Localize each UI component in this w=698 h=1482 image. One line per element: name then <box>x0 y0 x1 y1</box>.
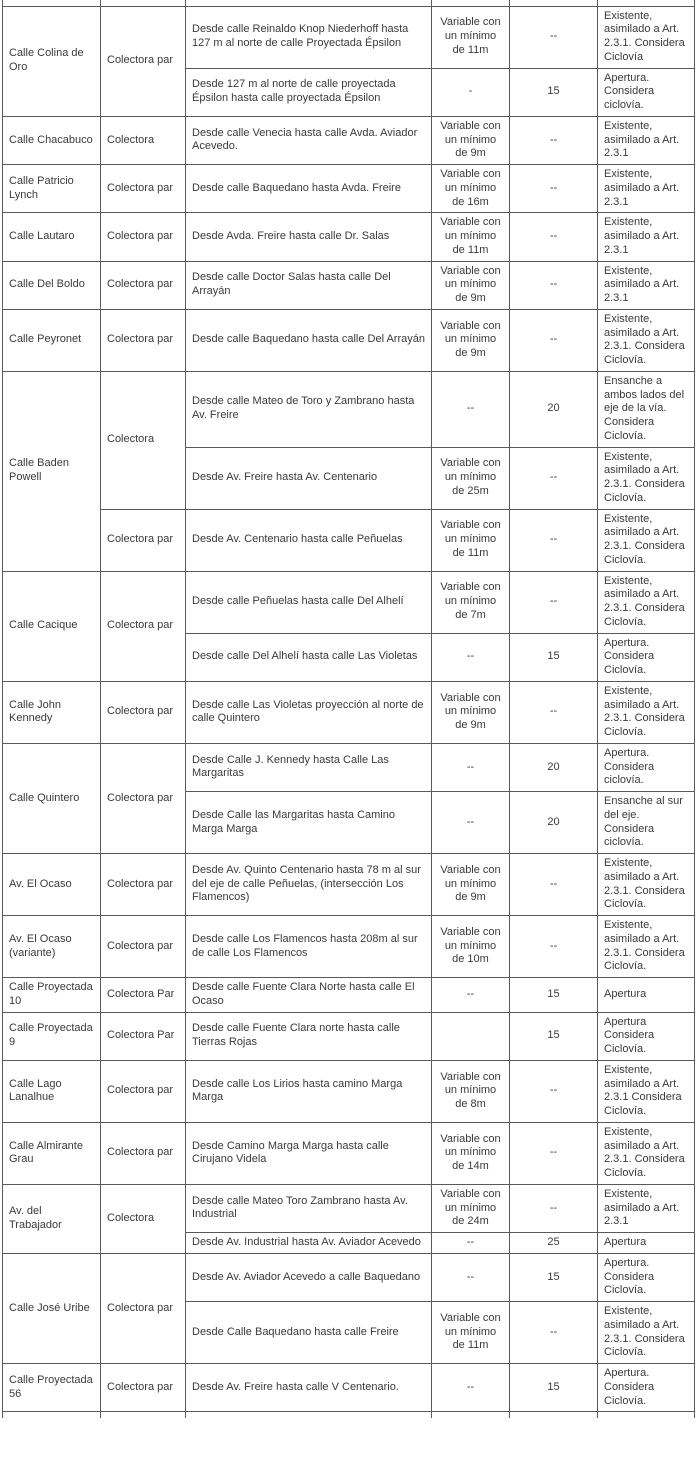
width-profile-cell: Variable con un mínimo de 24m <box>432 1184 510 1232</box>
table-row <box>3 6 695 68</box>
segment-desc-cell: Desde Calle J. Kennedy hasta Calle Las Margaritas <box>186 743 432 791</box>
category-cell: Colectora par <box>101 1253 186 1363</box>
category-cell: Colectora par <box>101 509 186 571</box>
width-meters-cell: 20 <box>510 792 598 854</box>
width-profile-cell: -- <box>432 1253 510 1301</box>
width-profile-cell: Variable con un mínimo de 11m <box>432 6 510 68</box>
width-profile-cell: Variable con un mínimo de 9m <box>432 261 510 309</box>
width-meters-cell: -- <box>510 309 598 371</box>
status-cell: Existente, asimilado a Art. 2.3.1 <box>598 116 695 164</box>
street-name-cell: Calle Quintero <box>3 743 101 853</box>
status-cell: Existente, asimilado a Art. 2.3.1. Considera Ciclovía. <box>598 854 695 916</box>
status-cell: Existente, asimilado a Art. 2.3.1. Considera Ciclovía. <box>598 447 695 509</box>
street-name-cell: Calle José Uribe <box>3 1253 101 1363</box>
width-meters-cell: -- <box>510 261 598 309</box>
street-name-cell: Av. del Trabajador <box>3 1184 101 1253</box>
width-meters-cell: -- <box>510 509 598 571</box>
segment-desc-cell: Desde Av. Industrial hasta Av. Aviador Acevedo <box>186 1233 432 1254</box>
segment-desc-cell: Desde calle Fuente Clara Norte hasta calle El Ocaso <box>186 978 432 1013</box>
status-cell: Apertura. Considera Ciclovía. <box>598 633 695 681</box>
width-meters-cell: -- <box>510 1122 598 1184</box>
street-name-cell: Calle Peyronet <box>3 309 101 371</box>
table-row <box>3 309 695 371</box>
street-name-cell: Calle Baden Powell <box>3 371 101 571</box>
status-cell: Existente, asimilado a Art. 2.3.1 <box>598 261 695 309</box>
width-profile-cell: Variable con un mínimo de 9m <box>432 116 510 164</box>
category-cell: Colectora Par <box>101 1012 186 1060</box>
category-cell: Colectora par <box>101 261 186 309</box>
category-cell: Colectora par <box>101 213 186 261</box>
category-cell: Colectora <box>101 116 186 164</box>
status-cell: Existente, asimilado a Art. 2.3.1. Considera Ciclovía. <box>598 309 695 371</box>
street-name-cell: Calle Patricio Lynch <box>3 165 101 213</box>
status-cell: Existente, asimilado a Art. 2.3.1. Considera Ciclovía. <box>598 571 695 633</box>
category-cell: Colectora par <box>101 309 186 371</box>
segment-desc-cell: Desde Av. Centenario hasta calle Peñuelas <box>186 509 432 571</box>
segment-desc-cell: Desde calle Fuente Clara norte hasta calle Tierras Rojas <box>186 1012 432 1060</box>
street-name-cell: Calle Proyectada 10 <box>3 978 101 1013</box>
category-cell: Colectora par <box>101 6 186 116</box>
width-meters-cell: -- <box>510 1060 598 1122</box>
segment-desc-cell: Desde calle Baquedano hasta Avda. Freire <box>186 165 432 213</box>
width-meters-cell: -- <box>510 165 598 213</box>
width-meters-cell: -- <box>510 1302 598 1364</box>
table-row <box>3 1253 695 1301</box>
segment-desc-cell: Desde calle Del Alhelí hasta calle Las Violetas <box>186 633 432 681</box>
status-cell: Existente, asimilado a Art. 2.3.1 <box>598 1184 695 1232</box>
category-cell: Colectora <box>101 371 186 509</box>
width-meters-cell: 15 <box>510 978 598 1013</box>
width-meters-cell: -- <box>510 571 598 633</box>
width-profile-cell <box>432 1012 510 1060</box>
width-meters-cell: 15 <box>510 1364 598 1412</box>
street-name-cell: Calle Lago Lanalhue <box>3 1060 101 1122</box>
category-cell: Colectora Par <box>101 978 186 1013</box>
segment-desc-cell: Desde calle Las Violetas proyección al norte de calle Quintero <box>186 681 432 743</box>
category-cell: Colectora par <box>101 681 186 743</box>
width-profile-cell: Variable con un mínimo de 25m <box>432 447 510 509</box>
width-profile-cell: Variable con un mínimo de 10m <box>432 916 510 978</box>
status-cell: Ensanche a ambos lados del eje de la vía. Considera Ciclovía. <box>598 371 695 447</box>
segment-desc-cell: Desde Av. Freire hasta Av. Centenario <box>186 447 432 509</box>
segment-desc-cell: Desde calle Reinaldo Knop Niederhoff hasta 127 m al norte de calle Proyectada Épsilon <box>186 6 432 68</box>
segment-desc-cell: Desde calle Mateo de Toro y Zambrano hasta Av. Freire <box>186 371 432 447</box>
width-profile-cell: -- <box>432 1233 510 1254</box>
status-cell: Apertura. Considera ciclovía. <box>598 68 695 116</box>
width-profile-cell: Variable con un mínimo de 11m <box>432 509 510 571</box>
width-profile-cell: Variable con un mínimo de 9m <box>432 854 510 916</box>
street-name-cell: Calle Almirante Grau <box>3 1122 101 1184</box>
street-name-cell: Calle Chacabuco <box>3 116 101 164</box>
status-cell: Existente, asimilado a Art. 2.3.1 <box>598 165 695 213</box>
segment-desc-cell: Desde calle Los Lirios hasta camino Marga Marga <box>186 1060 432 1122</box>
street-name-cell: Av. El Ocaso <box>3 854 101 916</box>
width-meters-cell: -- <box>510 213 598 261</box>
partial-cell <box>3 1412 101 1418</box>
table-row <box>3 509 695 571</box>
width-profile-cell: -- <box>432 371 510 447</box>
table-row <box>3 1060 695 1122</box>
table-row <box>3 165 695 213</box>
category-cell: Colectora par <box>101 165 186 213</box>
width-meters-cell: -- <box>510 916 598 978</box>
width-profile-cell: Variable con un mínimo de 14m <box>432 1122 510 1184</box>
width-profile-cell: - <box>432 68 510 116</box>
width-profile-cell: -- <box>432 792 510 854</box>
table-row <box>3 681 695 743</box>
segment-desc-cell: Desde Av. Quinto Centenario hasta 78 m al sur del eje de calle Peñuelas, (intersección Los Flamencos) <box>186 854 432 916</box>
status-cell: Existente, asimilado a Art. 2.3.1. Considera Ciclovía. <box>598 1122 695 1184</box>
width-meters-cell: 20 <box>510 371 598 447</box>
status-cell: Existente, asimilado a Art. 2.3.1. Considera Ciclovía <box>598 6 695 68</box>
partial-cell <box>101 1412 186 1418</box>
table-row <box>3 213 695 261</box>
status-cell: Apertura Considera Ciclovía. <box>598 1012 695 1060</box>
segment-desc-cell: Desde Camino Marga Marga hasta calle Cirujano Videla <box>186 1122 432 1184</box>
segment-desc-cell: Desde calle Mateo Toro Zambrano hasta Av. Industrial <box>186 1184 432 1232</box>
segment-desc-cell: Desde Av. Aviador Acevedo a calle Baquedano <box>186 1253 432 1301</box>
width-meters-cell: -- <box>510 681 598 743</box>
width-meters-cell: -- <box>510 116 598 164</box>
width-meters-cell: -- <box>510 854 598 916</box>
partial-cell <box>510 1412 598 1418</box>
street-name-cell: Calle John Kennedy <box>3 681 101 743</box>
status-cell: Apertura <box>598 1233 695 1254</box>
table-row <box>3 916 695 978</box>
street-name-cell: Calle Proyectada 56 <box>3 1364 101 1412</box>
status-cell: Existente, asimilado a Art. 2.3.1. Considera Ciclovía. <box>598 681 695 743</box>
width-meters-cell: 20 <box>510 743 598 791</box>
segment-desc-cell: Desde calle Doctor Salas hasta calle Del Arrayán <box>186 261 432 309</box>
width-meters-cell: -- <box>510 1184 598 1232</box>
width-meters-cell: 15 <box>510 1253 598 1301</box>
category-cell: Colectora par <box>101 571 186 681</box>
street-name-cell: Calle Lautaro <box>3 213 101 261</box>
width-profile-cell: Variable con un mínimo de 11m <box>432 1302 510 1364</box>
width-profile-cell: Variable con un mínimo de 8m <box>432 1060 510 1122</box>
width-profile-cell: Variable con un mínimo de 9m <box>432 309 510 371</box>
table-row <box>3 1012 695 1060</box>
partial-cell <box>432 1412 510 1418</box>
width-profile-cell: -- <box>432 633 510 681</box>
table-row <box>3 743 695 791</box>
segment-desc-cell: Desde Avda. Freire hasta calle Dr. Salas <box>186 213 432 261</box>
table-row <box>3 1184 695 1232</box>
table-row <box>3 116 695 164</box>
width-profile-cell: -- <box>432 743 510 791</box>
category-cell: Colectora par <box>101 743 186 853</box>
table-row <box>3 978 695 1013</box>
segment-desc-cell: Desde calle Los Flamencos hasta 208m al sur de calle Los Flamencos <box>186 916 432 978</box>
road-network-table <box>2 0 695 1418</box>
table-row <box>3 571 695 633</box>
width-meters-cell: 15 <box>510 1012 598 1060</box>
width-profile-cell: -- <box>432 1364 510 1412</box>
partial-cell <box>186 1412 432 1418</box>
street-name-cell: Calle Del Boldo <box>3 261 101 309</box>
width-profile-cell: Variable con un mínimo de 9m <box>432 681 510 743</box>
table-row <box>3 1122 695 1184</box>
table-row <box>3 854 695 916</box>
width-meters-cell: -- <box>510 6 598 68</box>
width-meters-cell: -- <box>510 447 598 509</box>
segment-desc-cell: Desde Calle Baquedano hasta calle Freire <box>186 1302 432 1364</box>
category-cell: Colectora par <box>101 1122 186 1184</box>
status-cell: Apertura. Considera Ciclovía. <box>598 1253 695 1301</box>
category-cell: Colectora par <box>101 1060 186 1122</box>
street-name-cell: Av. El Ocaso (variante) <box>3 916 101 978</box>
street-name-cell: Calle Proyectada 9 <box>3 1012 101 1060</box>
street-name-cell: Calle Cacique <box>3 571 101 681</box>
status-cell: Existente, asimilado a Art. 2.3.1 Considera Ciclovía. <box>598 1060 695 1122</box>
width-profile-cell: -- <box>432 978 510 1013</box>
segment-desc-cell: Desde 127 m al norte de calle proyectada Épsilon hasta calle proyectada Épsilon <box>186 68 432 116</box>
road-table-body <box>3 0 695 1418</box>
table-row <box>3 261 695 309</box>
segment-desc-cell: Desde Calle las Margaritas hasta Camino Marga Marga <box>186 792 432 854</box>
status-cell: Apertura. Considera Ciclovía. <box>598 1364 695 1412</box>
status-cell: Existente, asimilado a Art. 2.3.1. Considera Ciclovía. <box>598 509 695 571</box>
status-cell: Existente, asimilado a Art. 2.3.1. Considera Ciclovía. <box>598 916 695 978</box>
width-meters-cell: 15 <box>510 633 598 681</box>
partial-row-bottom <box>3 1412 695 1418</box>
status-cell: Ensanche al sur del eje. Considera ciclovía. <box>598 792 695 854</box>
width-meters-cell: 15 <box>510 68 598 116</box>
segment-desc-cell: Desde calle Baquedano hasta calle Del Arrayán <box>186 309 432 371</box>
category-cell: Colectora par <box>101 854 186 916</box>
category-cell: Colectora par <box>101 916 186 978</box>
partial-cell <box>598 1412 695 1418</box>
table-row <box>3 1364 695 1412</box>
width-profile-cell: Variable con un mínimo de 7m <box>432 571 510 633</box>
width-profile-cell: Variable con un mínimo de 11m <box>432 213 510 261</box>
status-cell: Existente, asimilado a Art. 2.3.1 <box>598 213 695 261</box>
width-meters-cell: 25 <box>510 1233 598 1254</box>
table-row <box>3 371 695 447</box>
category-cell: Colectora <box>101 1184 186 1253</box>
segment-desc-cell: Desde calle Peñuelas hasta calle Del Alhelí <box>186 571 432 633</box>
width-profile-cell: Variable con un mínimo de 16m <box>432 165 510 213</box>
status-cell: Apertura <box>598 978 695 1013</box>
street-name-cell: Calle Colina de Oro <box>3 6 101 116</box>
status-cell: Existente, asimilado a Art. 2.3.1. Considera Ciclovía. <box>598 1302 695 1364</box>
status-cell: Apertura. Considera ciclovía. <box>598 743 695 791</box>
segment-desc-cell: Desde Av. Freire hasta calle V Centenario. <box>186 1364 432 1412</box>
segment-desc-cell: Desde calle Venecia hasta calle Avda. Aviador Acevedo. <box>186 116 432 164</box>
category-cell: Colectora par <box>101 1364 186 1412</box>
